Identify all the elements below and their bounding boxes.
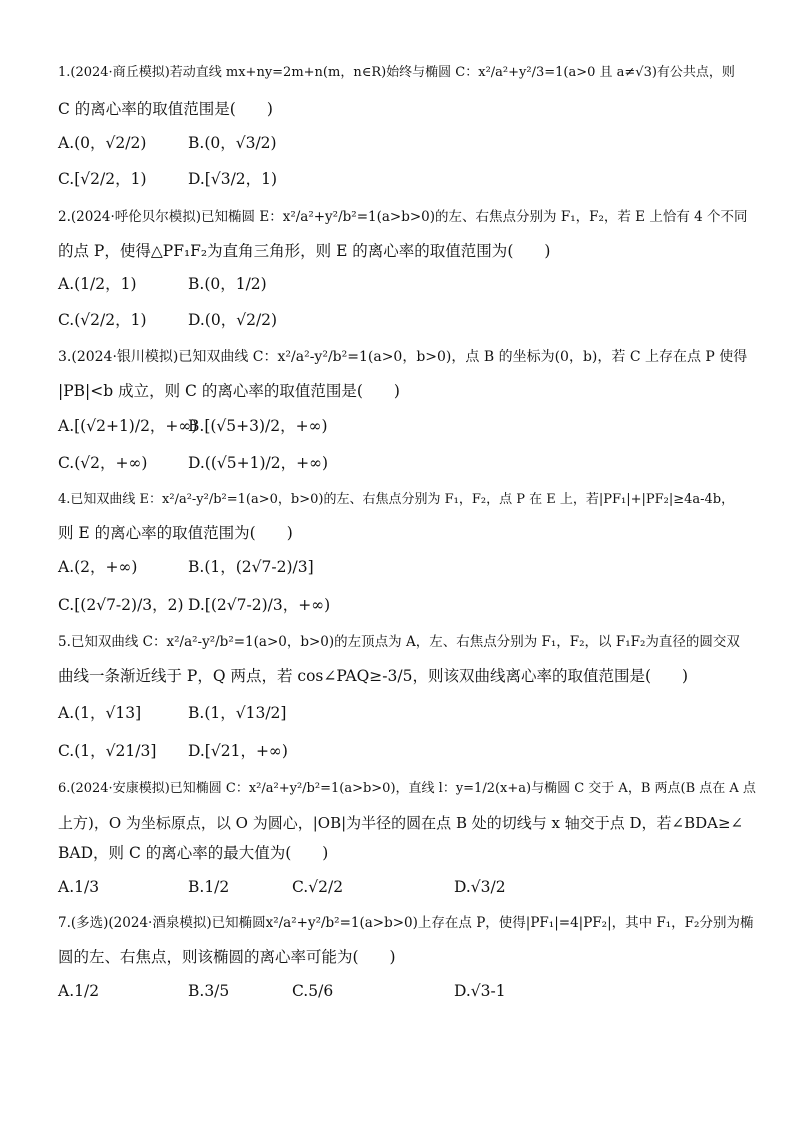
problem-6-option-b[interactable]: B.1/2 bbox=[188, 878, 230, 896]
problem-7-line-2: 圆的左、右焦点，则该椭圆的离心率可能为( ) bbox=[58, 948, 396, 966]
problem-4-option-a[interactable]: A.(2，+∞) bbox=[58, 558, 138, 576]
problem-3-option-d[interactable]: D.((√5+1)/2，+∞) bbox=[188, 454, 329, 472]
problem-2-option-b[interactable]: B.(0，1/2) bbox=[188, 275, 267, 293]
problem-1-line-1: 1.(2024·商丘模拟)若动直线 mx+ny=2m+n(m，n∈R)始终与椭圆 C：x²/a²+y²/3=1(a>0 且 a≠√3)有公共点，则 bbox=[58, 65, 735, 80]
problem-5-option-c[interactable]: C.(1，√21/3] bbox=[58, 742, 157, 760]
problem-6-line-1: 6.(2024·安康模拟)已知椭圆 C：x²/a²+y²/b²=1(a>b>0)，直线 l：y=1/2(x+a)与椭圆 C 交于 A，B 两点(B 点在 A 点 bbox=[58, 781, 756, 796]
problem-6-line-3: BAD，则 C 的离心率的最大值为( ) bbox=[58, 844, 329, 862]
problem-1-option-b[interactable]: B.(0，√3/2) bbox=[188, 134, 277, 152]
problem-3-option-b[interactable]: B.[(√5+3)/2，+∞) bbox=[188, 417, 328, 435]
problem-4-line-1: 4.已知双曲线 E：x²/a²-y²/b²=1(a>0，b>0)的左、右焦点分别为 F₁，F₂，点 P 在 E 上，若|PF₁|+|PF₂|≥4a-4b， bbox=[58, 492, 735, 507]
problem-5-line-1: 5.已知双曲线 C：x²/a²-y²/b²=1(a>0，b>0)的左顶点为 A，左、右焦点分别为 F₁，F₂，以 F₁F₂为直径的圆交双 bbox=[58, 634, 740, 650]
problem-3-option-a[interactable]: A.[(√2+1)/2，+∞) bbox=[58, 417, 198, 435]
problem-6-option-a[interactable]: A.1/3 bbox=[58, 878, 100, 896]
problem-7-option-b[interactable]: B.3/5 bbox=[188, 982, 230, 1000]
problem-7-option-a[interactable]: A.1/2 bbox=[58, 982, 100, 1000]
problem-2-line-1: 2.(2024·呼伦贝尔模拟)已知椭圆 E：x²/a²+y²/b²=1(a>b>0)的左、右焦点分别为 F₁，F₂，若 E 上恰有 4 个不同 bbox=[58, 209, 748, 225]
problem-4-option-d[interactable]: D.[(2√7-2)/3，+∞) bbox=[188, 596, 331, 614]
problem-4-option-b[interactable]: B.(1，(2√7-2)/3] bbox=[188, 558, 314, 576]
problem-6-option-d[interactable]: D.√3/2 bbox=[454, 878, 506, 896]
problem-5-line-2: 曲线一条渐近线于 P，Q 两点，若 cos∠PAQ≥-3/5，则该双曲线离心率的取值范围是( ) bbox=[58, 667, 689, 685]
problem-2-option-a[interactable]: A.(1/2，1) bbox=[58, 275, 137, 293]
problem-7-option-d[interactable]: D.√3-1 bbox=[454, 982, 506, 1000]
problem-1-option-c[interactable]: C.[√2/2，1) bbox=[58, 170, 147, 188]
problem-1-option-a[interactable]: A.(0，√2/2) bbox=[58, 134, 147, 152]
problem-2-option-c[interactable]: C.(√2/2，1) bbox=[58, 311, 147, 329]
problem-3-line-1: 3.(2024·银川模拟)已知双曲线 C：x²/a²-y²/b²=1(a>0，b>0)，点 B 的坐标为(0，b)，若 C 上存在点 P 使得 bbox=[58, 349, 748, 365]
problem-5-option-b[interactable]: B.(1，√13/2] bbox=[188, 704, 287, 722]
problem-6-option-c[interactable]: C.√2/2 bbox=[292, 878, 344, 896]
problem-7-option-c[interactable]: C.5/6 bbox=[292, 982, 334, 1000]
problem-5-option-a[interactable]: A.(1，√13] bbox=[58, 704, 142, 722]
problem-2-option-d[interactable]: D.(0，√2/2) bbox=[188, 311, 278, 329]
problem-2-line-2: 的点 P，使得△PF₁F₂为直角三角形，则 E 的离心率的取值范围为( ) bbox=[58, 242, 551, 260]
problem-4-option-c[interactable]: C.[(2√7-2)/3，2) bbox=[58, 596, 184, 614]
problem-1-option-d[interactable]: D.[√3/2，1) bbox=[188, 170, 278, 188]
problem-5-option-d[interactable]: D.[√21，+∞) bbox=[188, 742, 288, 760]
problem-3-line-2: |PB|<b 成立，则 C 的离心率的取值范围是( ) bbox=[58, 382, 400, 400]
problem-1-line-2: C 的离心率的取值范围是( ) bbox=[58, 100, 273, 118]
problem-7-line-1: 7.(多选)(2024·酒泉模拟)已知椭圆x²/a²+y²/b²=1(a>b>0)上存在点 P，使得|PF₁|=4|PF₂|，其中 F₁，F₂分别为椭 bbox=[58, 915, 754, 931]
problem-3-option-c[interactable]: C.(√2，+∞) bbox=[58, 454, 148, 472]
problem-6-line-2: 上方)，O 为坐标原点，以 O 为圆心，|OB|为半径的圆在点 B 处的切线与 x 轴交于点 D，若∠BDA≥∠ bbox=[58, 814, 744, 832]
problem-4-line-2: 则 E 的离心率的取值范围为( ) bbox=[58, 524, 293, 542]
